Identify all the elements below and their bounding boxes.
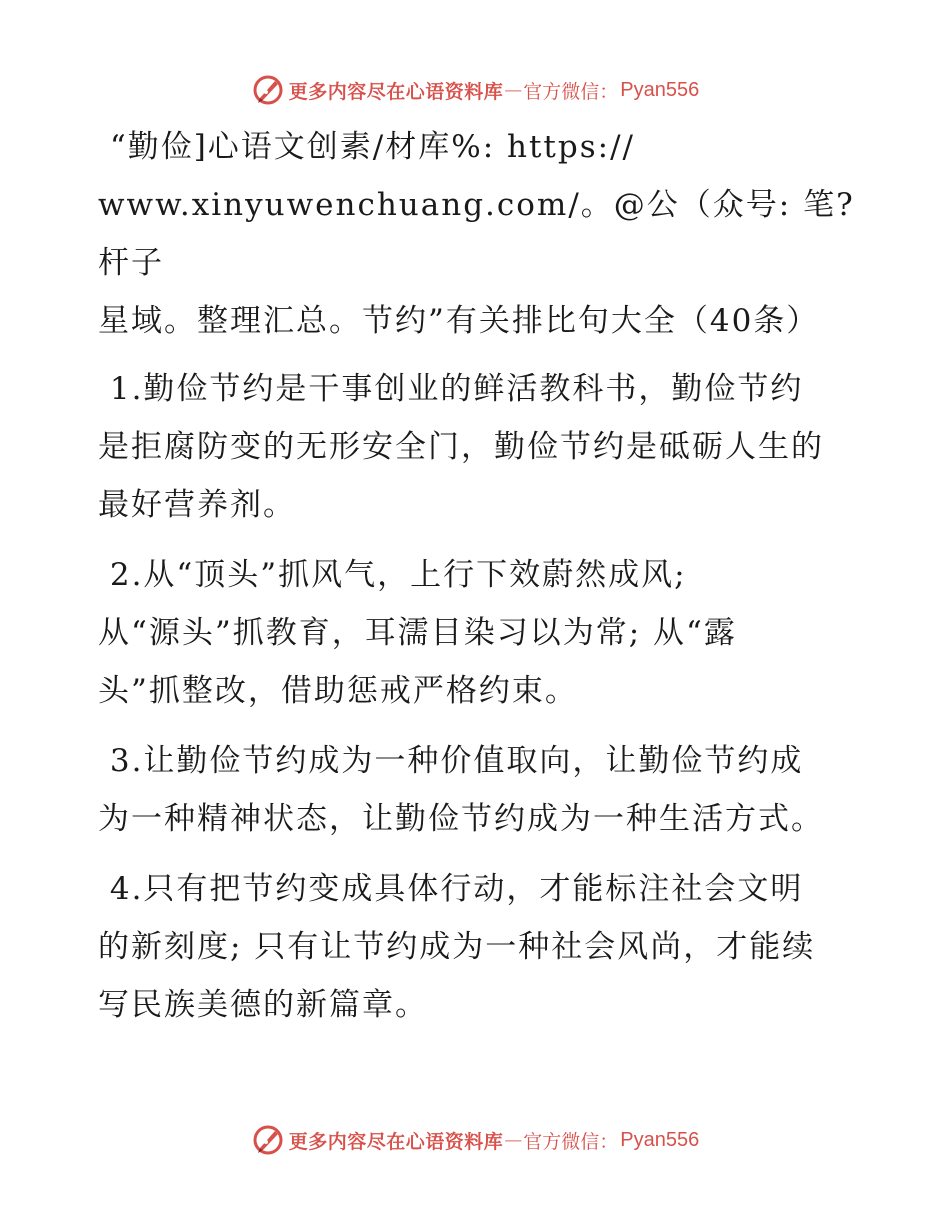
list-item: 1.勤俭节约是干事创业的鲜活教科书，勤俭节约 是拒腐防变的无形安全门，勤俭节约是砥砺人生的 最好营养剂。	[98, 371, 824, 523]
intro-paragraph: “勤俭]心语文创素/材库%: https:// www.xinyuwenchuang.com/。@公（众号: 笔?杆子 星域。整理汇总。节约”有关排比句大全（40条）	[98, 129, 855, 339]
brand-text: 更多内容尽在心语资料库	[288, 80, 504, 103]
list-item: 4.只有把节约变成具体行动，才能标注社会文明 的新刻度; 只有让节约成为一种社会风尚，才能续 写民族美德的新篇章。	[98, 871, 816, 1023]
list-item: 2.从“顶头”抓风气，上行下效蔚然成风; 从“源头”抓教育，耳濡目染习以为常; 从“露 头”抓整改，借助惩戒严格约束。	[98, 557, 737, 709]
header-watermark-banner	[0, 70, 950, 110]
official-wechat-label: 官方微信：	[523, 80, 619, 103]
official-wechat-label: 官方微信：	[523, 1130, 619, 1153]
pen-logo-icon	[251, 1123, 285, 1157]
pen-logo-icon	[251, 73, 285, 107]
wechat-id: Pyan556	[620, 78, 700, 101]
brand-text: 更多内容尽在心语资料库	[288, 1130, 504, 1153]
document-body	[98, 118, 858, 1046]
banner-dash: —	[504, 1129, 523, 1151]
banner-dash: —	[504, 79, 523, 101]
list-item: 3.让勤俭节约成为一种价值取向，让勤俭节约成 为一种精神状态，让勤俭节约成为一种生活方式。	[98, 743, 824, 837]
footer-watermark-banner	[0, 1120, 950, 1160]
wechat-id: Pyan556	[620, 1128, 700, 1151]
